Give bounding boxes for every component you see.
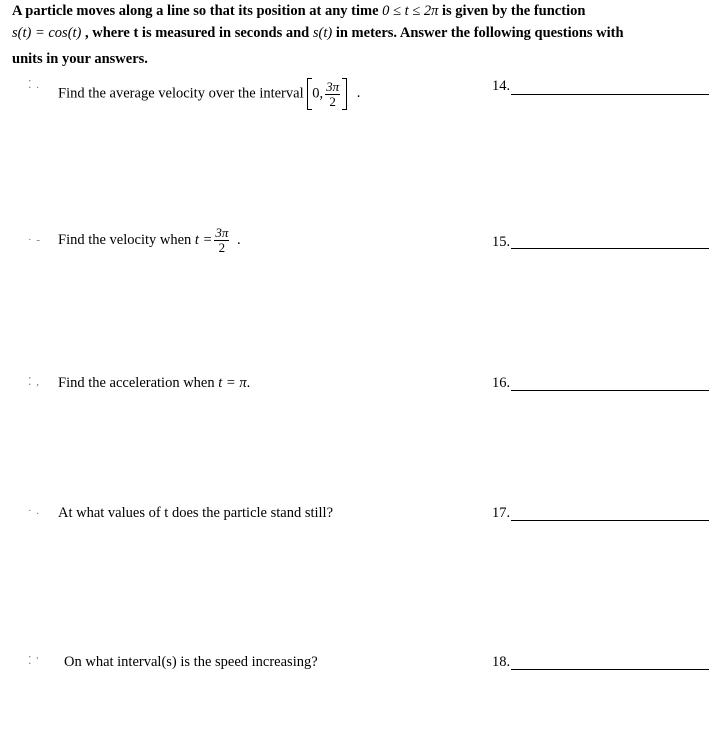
question-14 <box>0 78 711 118</box>
answer-label: 15. <box>492 234 511 250</box>
question-text: At what values of t does the particle stand still? <box>58 505 334 521</box>
position-math: s(t) <box>312 25 333 41</box>
statement-line-1: A particle moves along a line so that its position at any time 0 ≤ t ≤ 2π is given by the function <box>12 3 586 19</box>
question-marker: · . <box>28 505 41 517</box>
time-range-math: 0 ≤ t ≤ 2π <box>382 3 439 19</box>
question-15 <box>0 226 711 266</box>
question-text: Find the acceleration when t = π. <box>58 375 251 391</box>
question-marker: ⁚ ' <box>28 655 40 667</box>
answer-blank[interactable] <box>511 669 709 670</box>
answer-label: 18. <box>492 654 511 670</box>
question-marker: · - <box>28 234 42 246</box>
question-18 <box>0 654 711 694</box>
problem-statement <box>12 0 707 70</box>
right-bracket <box>342 78 347 110</box>
question-text: Find the average velocity over the interval 0, $\frac{3\pi}{2}$ . <box>58 78 361 109</box>
answer-blank[interactable] <box>511 248 709 249</box>
statement-line-2: s(t) = cos(t) , where t is measured in seconds and s(t) in meters. Answer the following questions with <box>12 25 624 41</box>
answer-label: 14. <box>492 78 511 94</box>
question-text: On what interval(s) is the speed increasing? <box>64 654 318 670</box>
question-text: Find the velocity when t = $\frac{3\pi}{2}$ . <box>58 225 241 255</box>
answer-blank[interactable] <box>511 94 709 95</box>
answer-label: 16. <box>492 375 511 391</box>
question-marker: ⁚ , <box>28 376 40 388</box>
answer-blank[interactable] <box>511 520 709 521</box>
answer-blank[interactable] <box>511 390 709 391</box>
answer-label: 17. <box>492 505 511 521</box>
question-17 <box>0 505 711 545</box>
fraction: $\frac{3\pi}{2}$ <box>326 78 340 109</box>
statement-line-3: units in your answers. <box>12 51 148 67</box>
fraction: $\frac{3\pi}{2}$ <box>215 225 229 255</box>
question-16 <box>0 375 711 415</box>
question-marker: ⁚ . <box>28 79 40 91</box>
position-function-math: s(t) = cos(t) <box>12 25 82 41</box>
